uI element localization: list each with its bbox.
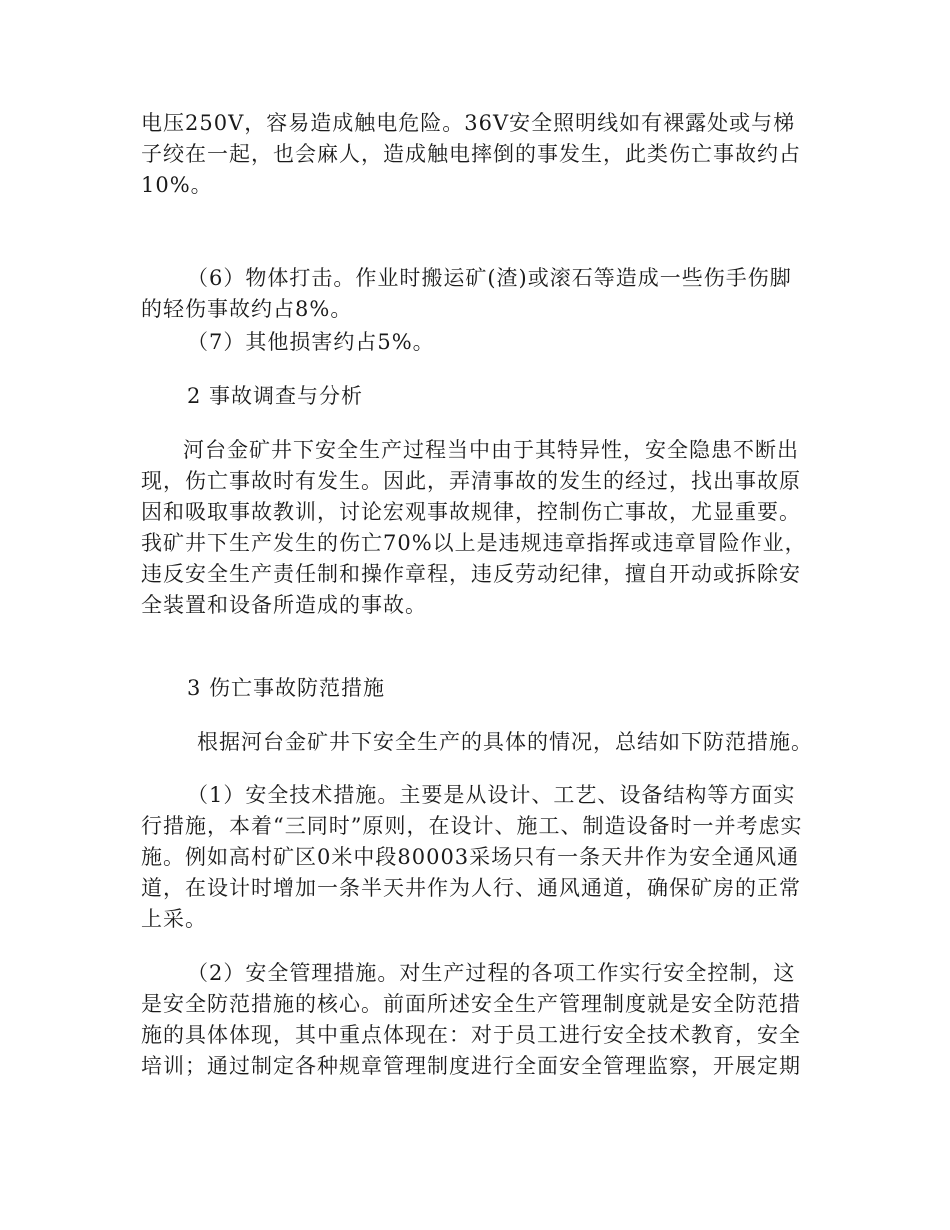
paragraph-management-measures: （2）安全管理措施。对生产过程的各项工作实行安全控制，这是安全防范措施的核心。前面所述安全生产管理制度就是安全防范措施的具体体现，其中重点体现在：对于员工进行安全技术教育，安全培训；通过制定各种规章管理制度进行全面安全管理监察，开展定期 — [141, 961, 801, 1078]
paragraph-prevention-intro: 根据河台金矿井下安全生产的具体的情况，总结如下防范措施。 — [197, 730, 813, 754]
paragraph-electric-shock: 电压250V，容易造成触电危险。36V安全照明线如有裸露处或与梯子绞在一起，也会麻人，造成触电摔倒的事发生，此类伤亡事故约占10%。 — [141, 111, 801, 197]
paragraph-object-strike: （6）物体打击。作业时搬运矿(渣)或滚石等造成一些伤手伤脚的轻伤事故约占8%。 — [141, 266, 792, 321]
paragraph-other-damage: （7）其他损害约占5%。 — [187, 330, 435, 354]
section-heading-prevention: 3 伤亡事故防范措施 — [187, 676, 386, 700]
section-heading-investigation: 2 事故调查与分析 — [187, 384, 364, 408]
paragraph-investigation-analysis: 河台金矿井下安全生产过程当中由于其特异性，安全隐患不断出现，伤亡事故时有发生。因此，弄清事故的发生的经过，找出事故原因和吸取事故教训，讨论宏观事故规律，控制伤亡事故，尤显重要。我矿井下生产发生的伤亡70%以上是违规违章指挥或违章冒险作业，违反安全生产责任制和操作章程，违反劳动纪律，擅自开动或拆除安全装置和设备所造成的事故。 — [141, 438, 807, 617]
paragraph-technical-measures: （1）安全技术措施。主要是从设计、工艺、设备结构等方面实行措施，本着“三同时”原则，在设计、施工、制造设备时一并考虑实施。例如高村矿区0米中段80003采场只有一条天井作为安全通风通道，在设计时增加一条半天井作为人行、通风通道，确保矿房的正常上采。 — [141, 783, 803, 931]
